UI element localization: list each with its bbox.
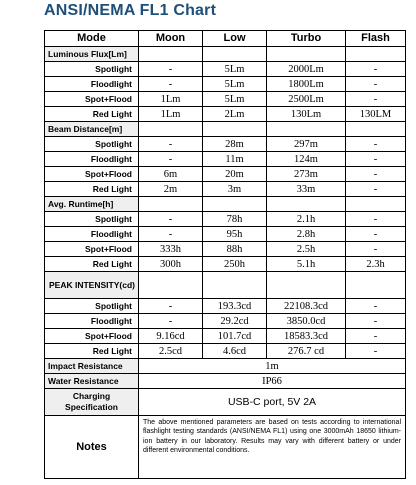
row-label: Red Light	[45, 257, 139, 272]
cell: 3m	[203, 182, 267, 197]
charging-label: Charging Specification	[45, 389, 139, 416]
cell: -	[346, 314, 406, 329]
cell: 1800Lm	[267, 77, 346, 92]
table-row	[45, 227, 406, 242]
cell: -	[346, 329, 406, 344]
cell: 18583.3cd	[267, 329, 346, 344]
cell: 20m	[203, 167, 267, 182]
cell: 250h	[203, 257, 267, 272]
cell: -	[346, 212, 406, 227]
cell: 78h	[203, 212, 267, 227]
impact-label: Impact Resistance	[45, 359, 139, 374]
cell: 1Lm	[139, 107, 203, 122]
cell: 2.5h	[267, 242, 346, 257]
section-row	[45, 272, 406, 299]
row-label: Spot+Flood	[45, 329, 139, 344]
water-value: IP66	[139, 374, 406, 389]
cell: 9.16cd	[139, 329, 203, 344]
cell: 95h	[203, 227, 267, 242]
cell: 5Lm	[203, 62, 267, 77]
section-row	[45, 122, 406, 137]
row-label: Floodlight	[45, 314, 139, 329]
cell: 276.7 cd	[267, 344, 346, 359]
row-label: Spot+Flood	[45, 242, 139, 257]
cell: -	[346, 242, 406, 257]
table-row	[45, 314, 406, 329]
cell: -	[139, 227, 203, 242]
cell: 333h	[139, 242, 203, 257]
cell: -	[139, 77, 203, 92]
table-row	[45, 182, 406, 197]
cell: -	[346, 182, 406, 197]
cell: 130Lm	[267, 107, 346, 122]
table-row	[45, 62, 406, 77]
cell: -	[139, 299, 203, 314]
header-turbo: Turbo	[267, 31, 346, 47]
cell: -	[346, 227, 406, 242]
cell: 29.2cd	[203, 314, 267, 329]
cell: 5Lm	[203, 92, 267, 107]
charging-row	[45, 389, 406, 416]
cell: -	[346, 62, 406, 77]
cell: 2500Lm	[267, 92, 346, 107]
cell: 4.6cd	[203, 344, 267, 359]
cell: 22108.3cd	[267, 299, 346, 314]
table-row	[45, 152, 406, 167]
row-label: Spot+Flood	[45, 167, 139, 182]
section-row	[45, 197, 406, 212]
notes-row	[45, 416, 406, 479]
chart-title: ANSI/NEMA FL1 Chart	[44, 2, 217, 19]
row-label: Floodlight	[45, 227, 139, 242]
cell: -	[346, 167, 406, 182]
cell: 28m	[203, 137, 267, 152]
section-luminous: Luminous Flux[Lm]	[45, 47, 139, 62]
cell: 5.1h	[267, 257, 346, 272]
table-row	[45, 257, 406, 272]
table-row	[45, 212, 406, 227]
cell: 273m	[267, 167, 346, 182]
header-low: Low	[203, 31, 267, 47]
notes-text: The above mentioned parameters are based on tests according to international flashlight testing standards (ANSI/NEMA FL1) using one 3000mAh 18650 lithium-ion battery in our laboratory. Results may vary with different battery or under different environmental conditions.	[139, 416, 406, 479]
table-row	[45, 344, 406, 359]
row-label: Red Light	[45, 182, 139, 197]
header-row	[45, 31, 406, 47]
row-label: Spotlight	[45, 212, 139, 227]
cell: 2000Lm	[267, 62, 346, 77]
cell: 33m	[267, 182, 346, 197]
table-row	[45, 137, 406, 152]
table-row	[45, 242, 406, 257]
cell: -	[139, 212, 203, 227]
cell: -	[139, 152, 203, 167]
table-row	[45, 77, 406, 92]
section-peak: PEAK INTENSITY(cd)	[45, 272, 139, 299]
water-row	[45, 374, 406, 389]
impact-row	[45, 359, 406, 374]
row-label: Red Light	[45, 344, 139, 359]
cell: 3850.0cd	[267, 314, 346, 329]
row-label: Spotlight	[45, 62, 139, 77]
cell: 124m	[267, 152, 346, 167]
cell: 2m	[139, 182, 203, 197]
cell: 130LM	[346, 107, 406, 122]
row-label: Red Light	[45, 107, 139, 122]
section-row	[45, 47, 406, 62]
cell: -	[139, 62, 203, 77]
row-label: Spot+Flood	[45, 92, 139, 107]
cell: 5Lm	[203, 77, 267, 92]
impact-value: 1m	[139, 359, 406, 374]
section-beam: Beam Distance[m]	[45, 122, 139, 137]
cell: 2.1h	[267, 212, 346, 227]
row-label: Floodlight	[45, 77, 139, 92]
cell: -	[346, 92, 406, 107]
cell: 2.5cd	[139, 344, 203, 359]
cell: 2Lm	[203, 107, 267, 122]
cell: -	[346, 137, 406, 152]
cell: 6m	[139, 167, 203, 182]
table-row	[45, 107, 406, 122]
row-label: Floodlight	[45, 152, 139, 167]
cell: 2.8h	[267, 227, 346, 242]
cell: -	[346, 152, 406, 167]
header-moon: Moon	[139, 31, 203, 47]
cell: 297m	[267, 137, 346, 152]
cell: -	[346, 344, 406, 359]
row-label: Spotlight	[45, 299, 139, 314]
cell: 11m	[203, 152, 267, 167]
cell: -	[139, 314, 203, 329]
notes-label: Notes	[45, 416, 139, 479]
table-row	[45, 329, 406, 344]
cell: 300h	[139, 257, 203, 272]
cell: 2.3h	[346, 257, 406, 272]
cell: 1Lm	[139, 92, 203, 107]
header-mode: Mode	[45, 31, 139, 47]
water-label: Water Resistance	[45, 374, 139, 389]
table-row	[45, 167, 406, 182]
cell: -	[139, 137, 203, 152]
row-label: Spotlight	[45, 137, 139, 152]
header-flash: Flash	[346, 31, 406, 47]
section-runtime: Avg. Runtime[h]	[45, 197, 139, 212]
cell: -	[346, 299, 406, 314]
cell: 88h	[203, 242, 267, 257]
table-row	[45, 92, 406, 107]
charging-value: USB-C port, 5V 2A	[139, 389, 406, 416]
table-row	[45, 299, 406, 314]
cell: 101.7cd	[203, 329, 267, 344]
spec-table	[44, 30, 406, 479]
cell: 193.3cd	[203, 299, 267, 314]
cell: -	[346, 77, 406, 92]
